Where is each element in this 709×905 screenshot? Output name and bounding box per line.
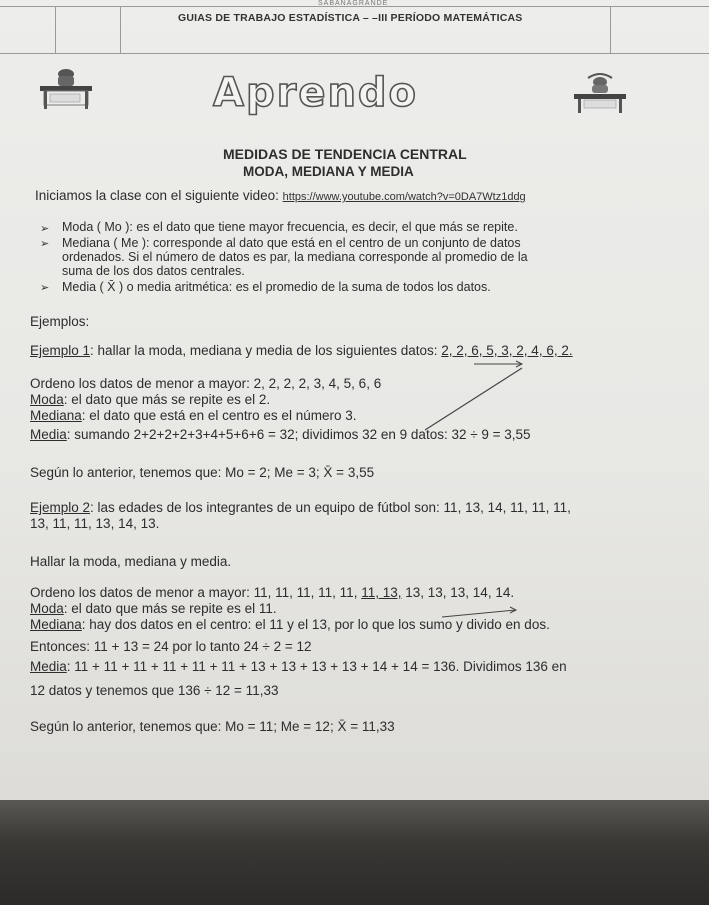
- mediana-label: Mediana: [30, 408, 82, 423]
- section-subtitle: MODA, MEDIANA Y MEDIA: [243, 164, 414, 179]
- media-text: : sumando 2+2+2+2+3+4+5+6+6 = 32; dividimos 32 en 9 datos: 32 ÷ 9 = 3,55: [66, 427, 531, 442]
- header-title: GUIAS DE TRABAJO ESTADÍSTICA – –III PERÍODO MATEMÁTICAS: [178, 12, 523, 24]
- ejemplos-label: Ejemplos:: [30, 314, 90, 329]
- ejemplo2-statement: [30, 500, 571, 515]
- header-top-text: SABANAGRANDE: [318, 0, 389, 7]
- arrow-diagonal: [425, 368, 522, 430]
- moda-text: : el dato que más se repite es el 11.: [63, 601, 277, 616]
- media-label: Media: [30, 427, 67, 442]
- ejemplo1-mediana: [30, 408, 356, 423]
- video-link[interactable]: https://www.youtube.com/watch?v=0DA7Wtz1ddg: [282, 191, 526, 203]
- ejemplo1-moda: [30, 392, 270, 407]
- arrow-bullet-icon: ➢: [40, 223, 50, 235]
- ejemplo2-moda: [30, 601, 277, 616]
- media-label: Media: [30, 659, 67, 674]
- def-media-a: Media (: [62, 280, 104, 294]
- ejemplo2-ordeno: [30, 585, 514, 600]
- mediana-text: : el dato que está en el centro es el número 3.: [81, 408, 357, 423]
- arrow-bullet-icon: ➢: [40, 238, 50, 250]
- media-symbol: X̄: [107, 280, 116, 294]
- ordeno-b: 13, 13, 13, 14, 14.: [401, 585, 515, 600]
- ejemplo2-mediana: [30, 617, 550, 632]
- ordeno-a: Ordeno los datos de menor a mayor: 11, 11, 11, 11, 11,: [30, 585, 362, 600]
- ejemplo2-text: : las edades de los integrantes de un equipo de fútbol son: 11, 13, 14, 11, 11, 11,: [90, 500, 571, 515]
- intro-text: Iniciamos la clase con el siguiente video:: [35, 188, 283, 203]
- ejemplo1-resumen: Según lo anterior, tenemos que: Mo = 2; Me = 3; X̄ = 3,55: [30, 465, 375, 480]
- ejemplo2-label: Ejemplo 2: [30, 500, 91, 515]
- moda-text: : el dato que más se repite es el 2.: [63, 392, 271, 407]
- section-title: MEDIDAS DE TENDENCIA CENTRAL: [223, 146, 467, 162]
- media-text: : 11 + 11 + 11 + 11 + 11 + 11 + 13 + 13 + 13 + 13 + 14 + 14 = 136. Dividimos 136 en: [66, 659, 567, 674]
- ejemplo2-resumen: Según lo anterior, tenemos que: Mo = 11; Me = 12; X̄ = 11,33: [30, 719, 395, 734]
- def-media-b: ) o media aritmética: es el promedio de la suma de todos los datos.: [119, 280, 491, 294]
- ejemplo2-hallar: Hallar la moda, mediana y media.: [30, 554, 232, 569]
- def-mediana-2: ordenados. Si el número de datos es par, la mediana corresponde al promedio de la: [62, 250, 528, 264]
- background-surface: [0, 800, 709, 905]
- ejemplo1-data: 2, 2, 6, 5, 3, 2, 4, 6, 2.: [441, 343, 573, 358]
- def-moda: Moda ( Mo ): es el dato que tiene mayor frecuencia, es decir, el que más se repite.: [62, 220, 518, 234]
- mediana-text: : hay dos datos en el centro: el 11 y el 13, por lo que los sumo y divido en dos.: [81, 617, 550, 632]
- aprendo-banner: Aprendo: [213, 70, 419, 116]
- ejemplo2-entonces: Entonces: 11 + 13 = 24 por lo tanto 24 ÷ 2 = 12: [30, 639, 312, 654]
- ejemplo2-statement-2: 13, 11, 11, 13, 14, 13.: [30, 516, 160, 531]
- ejemplo1-ordeno: Ordeno los datos de menor a mayor: 2, 2, 2, 2, 3, 4, 5, 6, 6: [30, 376, 382, 391]
- arrow-bullet-icon: ➢: [40, 282, 50, 294]
- moda-label: Moda: [30, 392, 64, 407]
- def-mediana-1: Mediana ( Me ): corresponde al dato que está en el centro de un conjunto de datos: [62, 236, 521, 250]
- def-mediana-3: suma de los dos datos centrales.: [62, 264, 245, 278]
- moda-label: Moda: [30, 601, 64, 616]
- mediana-label: Mediana: [30, 617, 82, 632]
- ejemplo1-text: : hallar la moda, mediana y media de los siguientes datos:: [90, 343, 442, 358]
- ejemplo2-media: [30, 659, 567, 674]
- ordeno-center: 11, 13,: [361, 585, 402, 600]
- ejemplo1-media: [30, 427, 531, 442]
- ejemplo1-label: Ejemplo 1: [30, 343, 91, 358]
- arrow-line-2: [442, 610, 516, 617]
- ejemplo2-media-2: 12 datos y tenemos que 136 ÷ 12 = 11,33: [30, 683, 279, 698]
